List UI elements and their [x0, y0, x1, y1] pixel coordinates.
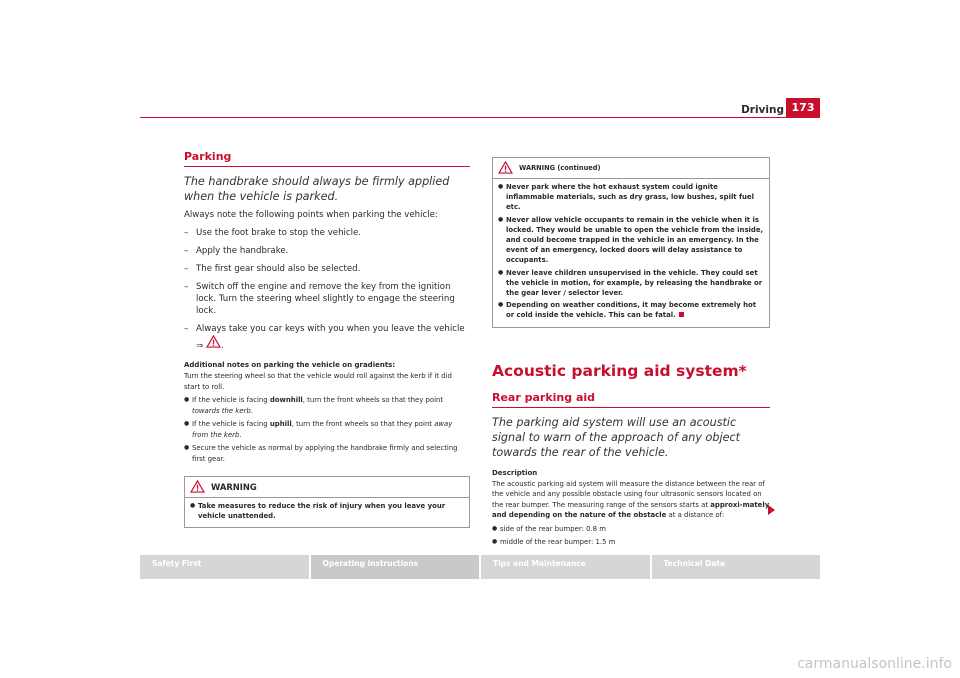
footer-tabs [140, 555, 820, 579]
warning-item: ● Take measures to reduce the risk of injury when you leave your vehicle unattended. [190, 501, 464, 521]
section-rule [184, 166, 470, 167]
step-item-keys: – Always take you car keys with you when you leave the vehicle ⇒ . [184, 323, 470, 352]
warning-item: ● Never allow vehicle occupants to remain in the vehicle when it is locked. They would be unable to open the vehicle from the inside, and could become trapped in the vehicle in an emergency. In the event of an emergency, locked doors will delay assistance to occupants. [498, 215, 764, 266]
warning-item-last: ● Depending on weather conditions, it may become extremely hot or cold inside the vehicle. This can be fatal. [498, 300, 764, 320]
reference-arrow[interactable]: ⇒ [196, 341, 204, 351]
description-text: The acoustic parking aid system will measure the distance between the rear of the vehicle and any possible obstacle using four ultrasonic sensors located on the rear bumper. The measuring range of the sensors starts at approxi-mately and depending on the nature of the obstacle at a distance of: [492, 479, 770, 520]
gradient-bullet-uphill: ● If the vehicle is facing uphill, turn the front wheels so that they point away from the kerb. [184, 419, 470, 440]
warning-item: ● Never leave children unsupervised in the vehicle. They could set the vehicle in motion, for example, by releasing the handbrake or the gear lever / selector lever. [498, 268, 764, 299]
page-number: 173 [786, 98, 820, 118]
warning-triangle-icon [498, 161, 513, 174]
step-text: Always take you car keys with you when you leave the vehicle [196, 324, 465, 334]
warning-header [190, 480, 464, 497]
right-column [492, 157, 770, 548]
tab-tips-maintenance[interactable]: Tips and Maintenance [481, 555, 650, 579]
warning-item: ● Never park where the hot exhaust system could ignite inflammable materials, such as dry grass, low bushes, spilt fuel etc. [498, 182, 764, 213]
acoustic-parking-title: Acoustic parking aid system* [492, 361, 747, 380]
gradient-bullet-downhill: ● If the vehicle is facing downhill, turn the front wheels so that they point towards the kerb. [184, 395, 470, 416]
parking-intro: The handbrake should always be firmly applied when the vehicle is parked. [184, 175, 450, 203]
warning-continued-box [492, 157, 770, 328]
warning-title: WARNING [211, 481, 257, 492]
description-heading: Description [492, 468, 538, 477]
warning-continued-title: WARNING (continued) [519, 163, 601, 172]
gradient-heading: Additional notes on parking the vehicle on gradients: [184, 361, 396, 369]
chapter-title: Driving [741, 104, 784, 116]
step-item: – Switch off the engine and remove the key from the ignition lock. Turn the steering wheel slightly to engage the steering lock. [184, 281, 470, 317]
rear-parking-aid-title: Rear parking aid [492, 390, 596, 404]
tab-operating-instructions[interactable]: Operating instructions [311, 555, 480, 579]
section-rule [492, 407, 770, 408]
left-column [184, 150, 470, 528]
gradient-bullet-secure: ● Secure the vehicle as normal by applying the handbrake firmly and selecting first gear. [184, 443, 470, 464]
end-marker-icon [679, 312, 684, 317]
gradient-text: Turn the steering wheel so that the vehicle would roll against the kerb if it did start to roll. [184, 372, 452, 391]
parking-lead: Always note the following points when parking the vehicle: [184, 210, 438, 220]
header-rule [140, 117, 820, 118]
next-page-arrow-icon[interactable] [768, 505, 775, 515]
warning-box [184, 476, 470, 528]
warning-continued-header [498, 161, 764, 178]
range-item: ● side of the rear bumper: 0.8 m [492, 524, 770, 535]
watermark: carmanualsonline.info [797, 656, 952, 672]
tab-technical-data[interactable]: Technical Data [652, 555, 821, 579]
tab-safety-first[interactable]: Safety First [140, 555, 309, 579]
parking-aid-intro: The parking aid system will use an acoustic signal to warn of the approach of any object towards the rear of the vehicle. [492, 415, 741, 459]
step-item: – Use the foot brake to stop the vehicle. [184, 227, 470, 239]
warning-triangle-icon [190, 480, 205, 493]
range-item: ● middle of the rear bumper: 1.5 m [492, 537, 770, 548]
section-title-parking: Parking [184, 150, 232, 163]
warning-triangle-icon [206, 335, 221, 348]
step-item: – The first gear should also be selected. [184, 263, 470, 275]
step-item: – Apply the handbrake. [184, 245, 470, 257]
